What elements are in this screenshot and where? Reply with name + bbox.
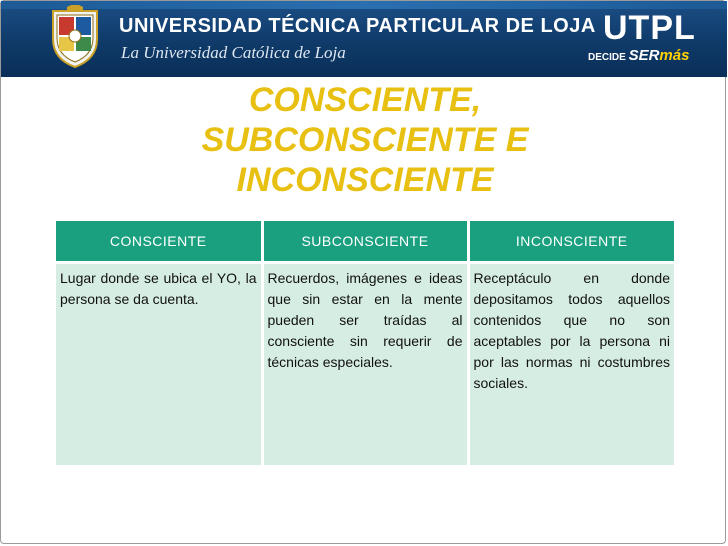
cell-inconsciente: Receptáculo en donde depositamos todos aquellos contenidos que no son aceptables por la persona ni por las normas ni costumbres sociales. bbox=[468, 263, 674, 465]
title-line: INCONSCIENTE bbox=[236, 161, 494, 199]
slogan-prefix: DECIDE bbox=[588, 52, 626, 63]
slide-title bbox=[150, 80, 580, 200]
banner-stripe bbox=[1, 1, 727, 9]
slogan bbox=[588, 47, 689, 64]
header-subconsciente: SUBCONSCIENTE bbox=[262, 221, 468, 263]
slogan-ser: SER bbox=[628, 47, 660, 64]
table-header-row bbox=[56, 221, 674, 263]
university-banner bbox=[1, 1, 727, 77]
university-subtitle: La Universidad Católica de Loja bbox=[121, 43, 346, 62]
header-inconsciente: INCONSCIENTE bbox=[468, 221, 674, 263]
utpl-logo: UTPL bbox=[603, 9, 696, 47]
title-line: CONSCIENTE, bbox=[248, 81, 482, 119]
table-row bbox=[56, 263, 674, 465]
comparison-table bbox=[56, 221, 674, 465]
university-name: UNIVERSIDAD TÉCNICA PARTICULAR DE LOJA bbox=[119, 15, 596, 37]
title-line: SUBCONSCIENTE E bbox=[201, 121, 529, 159]
header-consciente: CONSCIENTE bbox=[56, 221, 262, 263]
cell-subconsciente: Recuerdos, imágenes e ideas que sin estar en la mente pueden ser traídas al consciente sin requerir de técnicas especiales. bbox=[262, 263, 468, 465]
cell-consciente: Lugar donde se ubica el YO, la persona se da cuenta. bbox=[56, 263, 262, 465]
slogan-mas: más bbox=[659, 47, 690, 64]
university-crest-icon bbox=[49, 5, 101, 69]
